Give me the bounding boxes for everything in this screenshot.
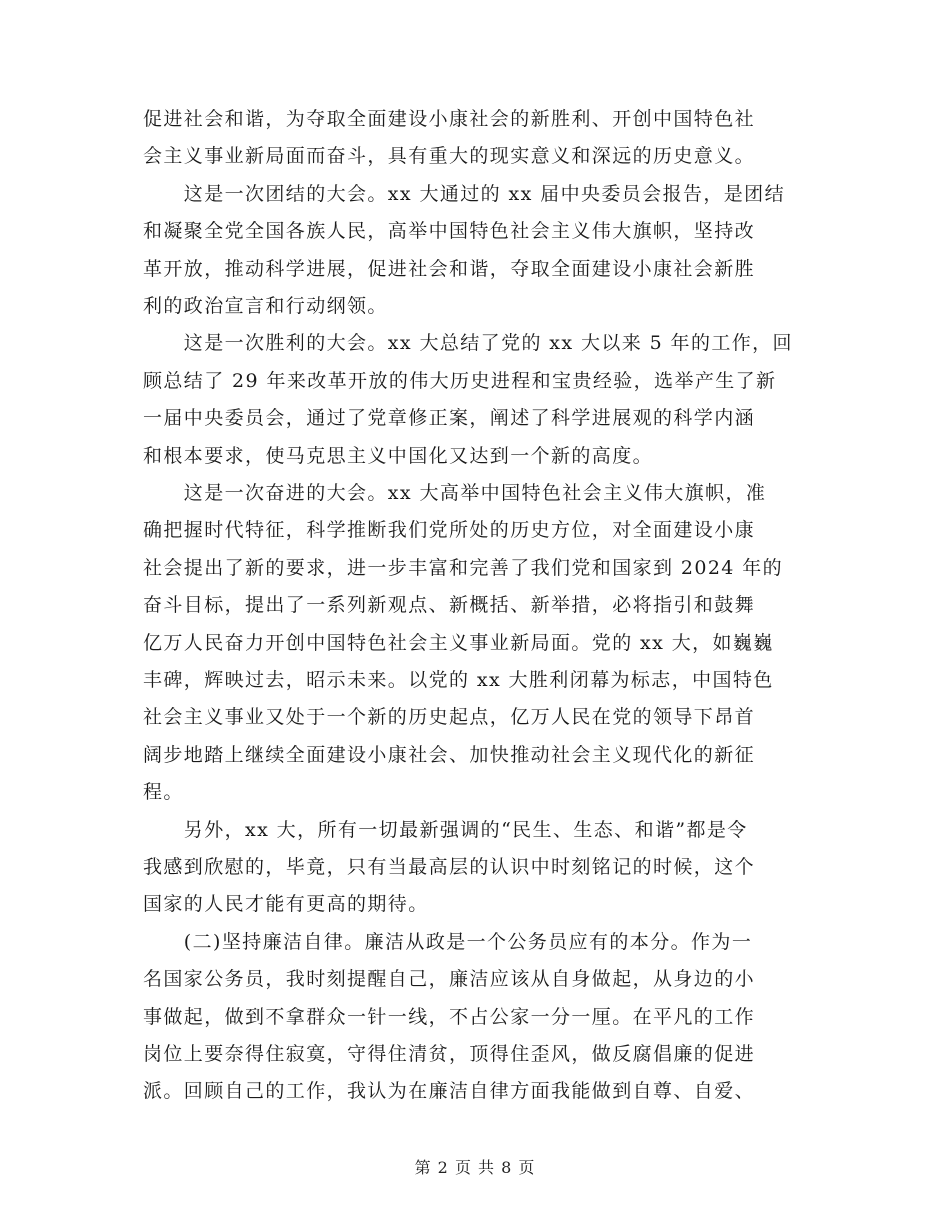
text-line: 岗位上要奈得住寂寞，守得住清贫，顶得住歪风，做反腐倡廉的促进 [143, 1043, 756, 1065]
text-line: 阔步地踏上继续全面建设小康社会、加快推动社会主义现代化的新征 [143, 743, 756, 766]
text-line: 亿万人民奋力开创中国特色社会主义事业新局面。党的 xx 大，如巍巍 [143, 631, 774, 654]
text-line: 和凝聚全党全国各族人民，高举中国特色社会主义伟大旗帜，坚持改 [143, 220, 756, 243]
text-line: 另外，xx 大，所有一切最新强调的“民生、生态、和谐”都是令 [143, 818, 748, 841]
text-line: 革开放，推动科学进展，促进社会和谐，夺取全面建设小康社会新胜 [143, 257, 756, 280]
text-line: 派。回顾自己的工作，我认为在廉洁自律方面我能做到自尊、自爱、 [143, 1080, 756, 1103]
text-line: (二)坚持廉洁自律。廉洁从政是一个公务员应有的本分。作为一 [143, 930, 753, 953]
page-footer: 第 2 页 共 8 页 [414, 1158, 536, 1177]
text-line: 确把握时代特征，科学推断我们党所处的历史方位，对全面建设小康 [143, 519, 756, 542]
text-line: 我感到欣慰的，毕竟，只有当最高层的认识中时刻铭记的时候，这个 [143, 856, 756, 878]
text-line: 奋斗目标，提出了一系列新观点、新概括、新举措，必将指引和鼓舞 [143, 594, 756, 617]
text-line: 事做起，做到不拿群众一针一线，不占公家一分一厘。在平凡的工作 [143, 1005, 756, 1028]
text-line: 这是一次胜利的大会。xx 大总结了党的 xx 大以来 5 年的工作，回 [143, 332, 793, 355]
text-line: 社会主义事业又处于一个新的历史起点，亿万人民在党的领导下昂首 [143, 706, 756, 729]
text-line: 社会提出了新的要求，进一步丰富和完善了我们党和国家到 2024 年的 [143, 556, 784, 579]
text-line: 丰碑，辉映过去，昭示未来。以党的 xx 大胜利闭幕为标志，中国特色 [143, 669, 774, 691]
text-line: 名国家公务员，我时刻提醒自己，廉洁应该从自身做起，从身边的小 [143, 968, 756, 991]
text-line: 利的政治宣言和行动纲领。 [143, 295, 388, 317]
text-line: 顾总结了 29 年来改革开放的伟大历史进程和宝贵经验，选举产生了新 [143, 369, 777, 392]
text-line: 这是一次奋进的大会。xx 大高举中国特色社会主义伟大旗帜，准 [143, 482, 767, 504]
text-line: 程。 [143, 781, 184, 804]
text-line: 和根本要求，使马克思主义中国化又达到一个新的高度。 [143, 444, 654, 467]
text-line: 一届中央委员会，通过了党章修正案，阐述了科学进展观的科学内涵 [143, 407, 756, 430]
text-line: 国家的人民才能有更高的期待。 [143, 893, 429, 916]
text-line: 会主义事业新局面而奋斗，具有重大的现实意义和深远的历史意义。 [143, 145, 756, 168]
text-line: 促进社会和谐，为夺取全面建设小康社会的新胜利、开创中国特色社 [143, 108, 756, 130]
text-line: 这是一次团结的大会。xx 大通过的 xx 届中央委员会报告，是团结 [143, 182, 785, 205]
